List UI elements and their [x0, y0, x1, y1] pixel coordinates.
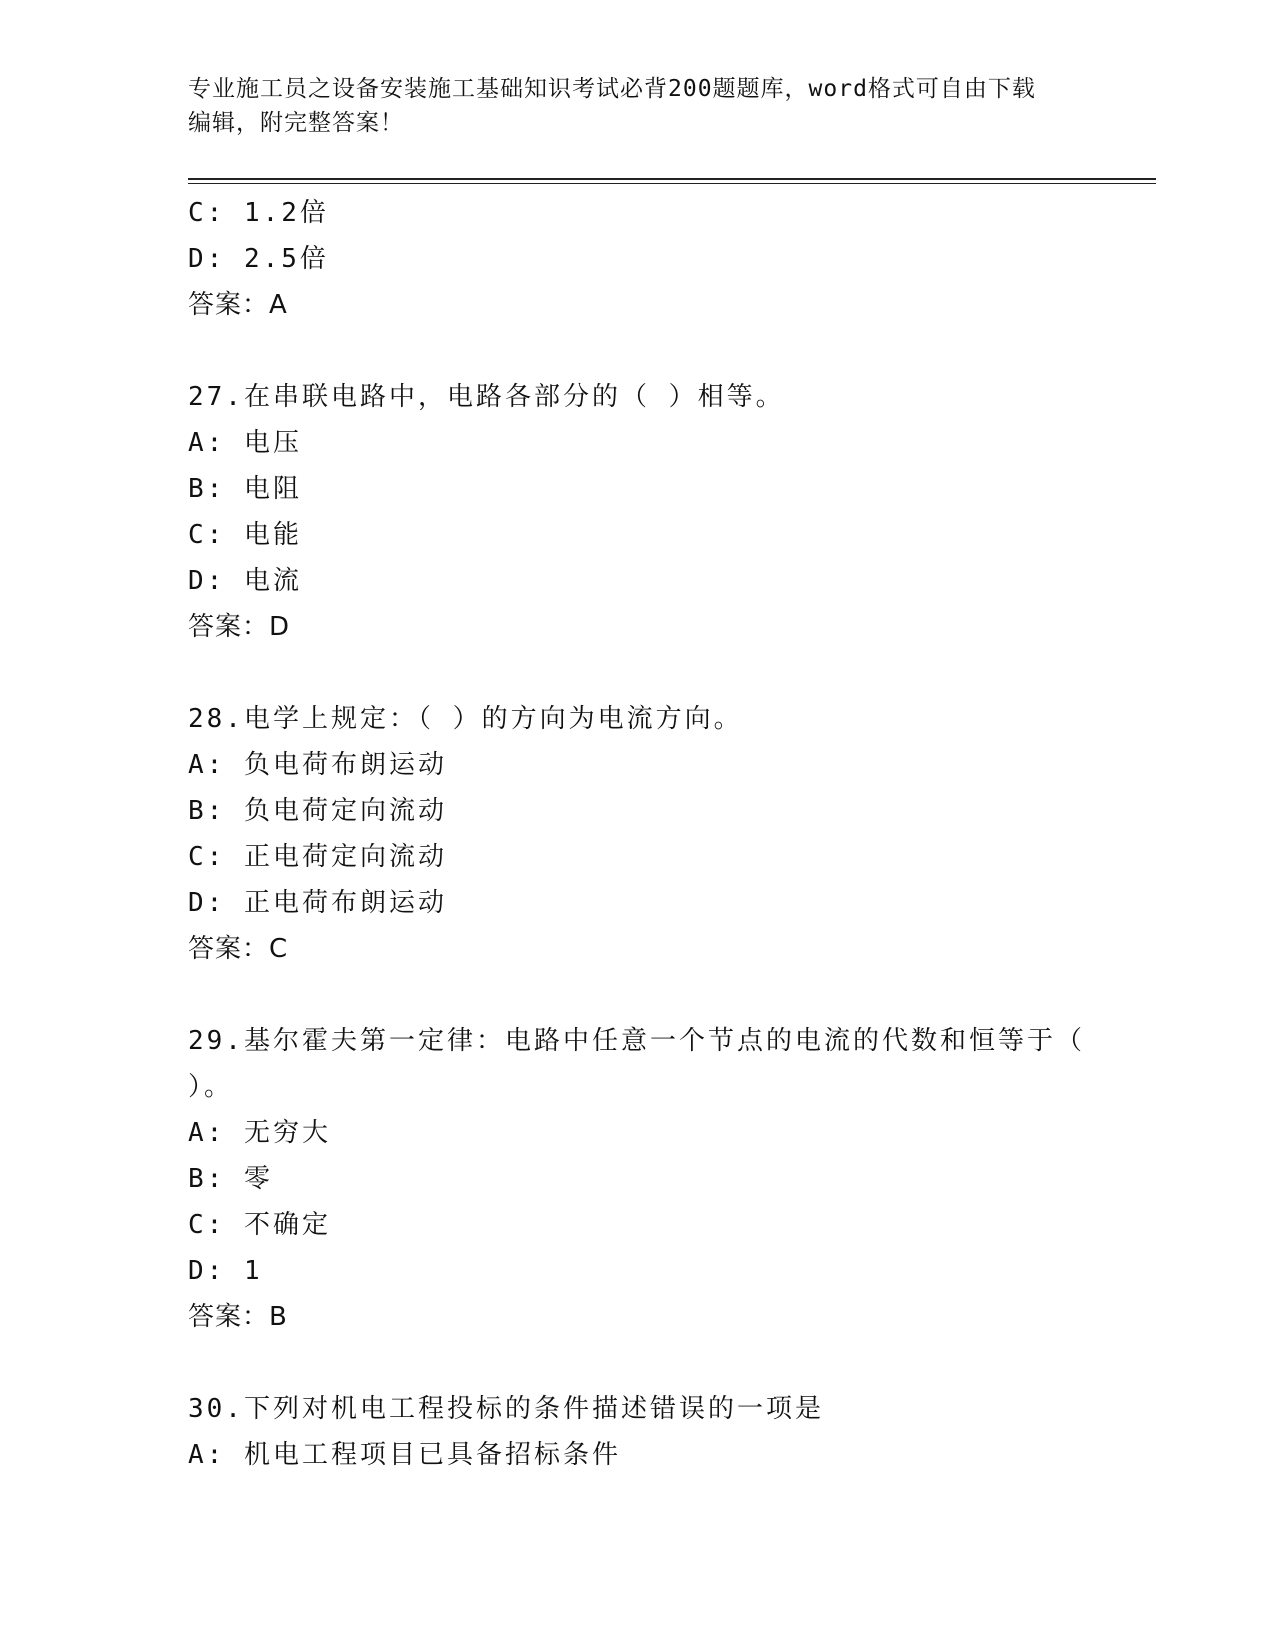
question-block-28: [188, 696, 1088, 972]
option-c: C: 电能: [188, 520, 302, 550]
option-b: B: 负电荷定向流动: [188, 796, 447, 826]
option-a: A: 机电工程项目已具备招标条件: [188, 1440, 621, 1470]
option-a: A: 无穷大: [188, 1118, 331, 1148]
option-d: D: 2.5倍: [188, 244, 329, 274]
question-text-line1: 29.基尔霍夫第一定律：电路中任意一个节点的电流的代数和恒等于（: [188, 1026, 1085, 1056]
question-block-27: [188, 374, 1088, 650]
answer-line: 答案：C: [188, 934, 289, 964]
question-block-29: [188, 1018, 1088, 1340]
option-a: A: 负电荷布朗运动: [188, 750, 447, 780]
question-block-30: [188, 1386, 1088, 1478]
answer-line: 答案：A: [188, 290, 288, 320]
question-text-line2: ）。: [188, 1072, 234, 1102]
question-block-26: [188, 190, 1088, 328]
option-d: D: 正电荷布朗运动: [188, 888, 447, 918]
question-text: 28.电学上规定：（ ）的方向为电流方向。: [188, 704, 743, 734]
header-divider-thin: [188, 183, 1156, 184]
answer-line: 答案：B: [188, 1302, 288, 1332]
header-title-line2: 编辑，附完整答案！: [188, 110, 404, 136]
option-c: C: 正电荷定向流动: [188, 842, 447, 872]
option-b: B: 零: [188, 1164, 273, 1194]
option-b: B: 电阻: [188, 474, 302, 504]
option-c: C: 1.2倍: [188, 198, 329, 228]
header-title-line1: 专业施工员之设备安装施工基础知识考试必背200题题库，word格式可自由下载: [188, 76, 1036, 102]
option-a: A: 电压: [188, 428, 302, 458]
document-body: [188, 190, 1088, 1478]
header-divider-thick: [188, 178, 1156, 180]
document-header: [188, 72, 1068, 140]
answer-line: 答案：D: [188, 612, 291, 642]
question-text: 27.在串联电路中，电路各部分的（ ）相等。: [188, 382, 785, 412]
option-d: D: 电流: [188, 566, 302, 596]
option-c: C: 不确定: [188, 1210, 331, 1240]
question-text: 30.下列对机电工程投标的条件描述错误的一项是: [188, 1394, 824, 1424]
option-d: D: 1: [188, 1256, 263, 1286]
